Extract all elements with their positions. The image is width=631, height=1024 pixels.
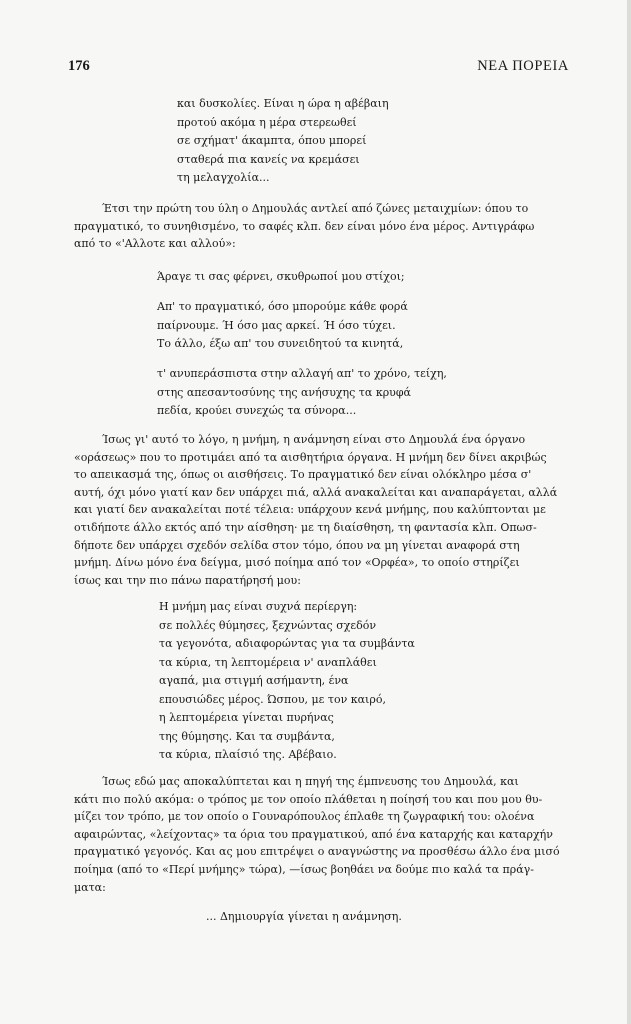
poem-excerpt-2a: [157, 268, 405, 287]
running-title: ΝΕΑ ΠΟΡΕΙΑ: [477, 58, 569, 74]
verse-line: τα γεγονότα, αδιαφορώντας για τα συμβάντα: [159, 637, 415, 650]
verse-line: Η μνήμη μας είναι συχνά περίεργη:: [159, 600, 358, 613]
text-line: Έτσι την πρώτη του ύλη ο Δημουλάς αντλεί από ζώνες μεταιχμίων: όπου το: [102, 202, 529, 215]
verse-line: και δυσκολίες. Είναι η ώρα η αβέβαιη: [177, 97, 389, 110]
poem-excerpt-2b: [157, 298, 408, 354]
page-edge: [627, 0, 631, 1024]
paragraph-2: [74, 431, 571, 589]
verse-line: Άραγε τι σας φέρνει, σκυθρωποί μου στίχοι;: [157, 270, 405, 283]
text-line: οτιδήποτε άλλο εκτός από την αίσθηση· με τη διαίσθηση, τη φαντασία κλπ. Οπωσ-: [74, 520, 537, 534]
poem-excerpt-3: [159, 598, 415, 765]
text-line: Ίσως γι' αυτό το λόγο, η μνήμη, η ανάμνηση είναι στο Δημουλά ένα όργανο: [102, 433, 526, 446]
text-line: ποίημα (από το «Περί μνήμης» τώρα), —ίσως βοηθάει να δούμε πιο καλά τα πράγ-: [74, 862, 534, 876]
verse-line: σε σχήματ' άκαμπτα, όπου μπορεί: [177, 134, 367, 147]
verse-line: τα κύρια, πλαίσιό της. Αβέβαιο.: [159, 748, 337, 761]
text-line: αυτή, όχι μόνο γιατί καν δεν υπάρχει πιά, αλλά ανακαλείται και αναπαράγεται, αλλά: [74, 485, 558, 499]
text-line: ίσως και την πιο πάνω παρατήρησή μου:: [74, 573, 301, 587]
text-line: από το «'Αλλοτε και αλλού»:: [74, 237, 236, 251]
verse-line: αγαπά, μια στιγμή ασήμαντη, ένα: [159, 674, 349, 687]
verse-line: Το άλλο, έξω απ' του συνειδητού τα κινητά,: [157, 337, 404, 350]
verse-line: παίρνουμε. Ή όσο μας αρκεί. Ή όσο τύχει.: [157, 318, 396, 332]
verse-line: της θύμησης. Και τα συμβάντα,: [159, 729, 335, 743]
verse-line: τη μελαγχολία...: [177, 171, 270, 184]
verse-line: σταθερά πια κανείς να κρεμάσει: [177, 152, 360, 166]
text-line: μίζει τον τρόπο, με τον οποίο ο Γουναρόπουλος έπλαθε τη ζωγραφική του: ολοένα: [74, 810, 535, 824]
page-header: [68, 58, 569, 76]
text-line: δήποτε δεν υπάρχει σχεδόν σελίδα στον τόμο, όπου να μη γίνεται αναφορά στη: [74, 538, 520, 552]
verse-line: τα κύρια, τη λεπτομέρεια ν' αναπλάθει: [159, 655, 377, 669]
text-line: αφαιρώντας, «λείχοντας» τα όρια του πραγματικού, από ένα καταρχής και καταρχήν: [74, 827, 553, 841]
closing-verse: ... Δημιουργία γίνεται η ανάμνηση.: [206, 910, 402, 923]
text-line: μνήμη. Δίνω μόνο ένα δείγμα, μισό ποίημα από τον «Ορφέα», το οποίο στηρίζει: [74, 556, 520, 570]
paragraph-3: [74, 773, 571, 896]
text-line: ματα:: [74, 880, 106, 894]
text-line: κάτι πιο πολύ ακόμα: ο τρόπος με τον οποίο πλάθεται η ποίησή του και που μου θυ-: [74, 792, 543, 806]
verse-line: σε πολλές θύμησες, ξεχνώντας σχεδόν: [159, 618, 377, 632]
text-line: πραγματικό, το συνηθισμένο, το σαφές κλπ. δεν είναι μόνο ένα μέρος. Αντιγράφω: [74, 219, 535, 233]
text-line: Ίσως εδώ μας αποκαλύπτεται και η πηγή της έμπνευσης του Δημουλά, και: [102, 775, 519, 788]
text-line: και γιατί δεν ανακαλείται ποτέ τέλεια: υπάρχουν κενά μνήμης, που καλύπτονται με: [74, 503, 546, 517]
verse-line: η λεπτομέρεια γίνεται πυρήνας: [159, 711, 334, 724]
poem-excerpt-1: [177, 95, 389, 188]
poem-excerpt-2c: [157, 365, 447, 421]
verse-line: προτού ακόμα η μέρα στερεωθεί: [177, 115, 357, 129]
text-line: το απεικασμά της, όπως οι αισθήσεις. Το πραγματικό δεν είναι ολόκληρο μέσα σ': [74, 468, 532, 482]
verse-line: πεδία, κρούει συνεχώς τα σύνορα...: [157, 404, 357, 417]
text-line: πραγματικό γεγονός. Και ας μου επιτρέψει ο αναγνώστης να προσθέσω άλλο ένα μισό: [74, 845, 560, 859]
text-line: «οράσεως» που το προτιμάει από τα αισθητήρια όργανα. Η μνήμη δεν δίνει ακριβώς: [74, 450, 547, 464]
page-number: 176: [68, 58, 90, 74]
verse-line: Απ' το πραγματικό, όσο μπορούμε κάθε φορά: [157, 300, 408, 313]
paragraph-1: [74, 200, 571, 253]
verse-line: επουσιώδες μέρος. Ώσπου, με τον καιρό,: [159, 692, 386, 706]
verse-line: τ' ανυπεράσπιστα στην αλλαγή απ' το χρόνο, τείχη,: [157, 367, 447, 380]
verse-line: στης απεσαντοσύνης της ανήσυχης τα κρυφά: [157, 385, 411, 399]
